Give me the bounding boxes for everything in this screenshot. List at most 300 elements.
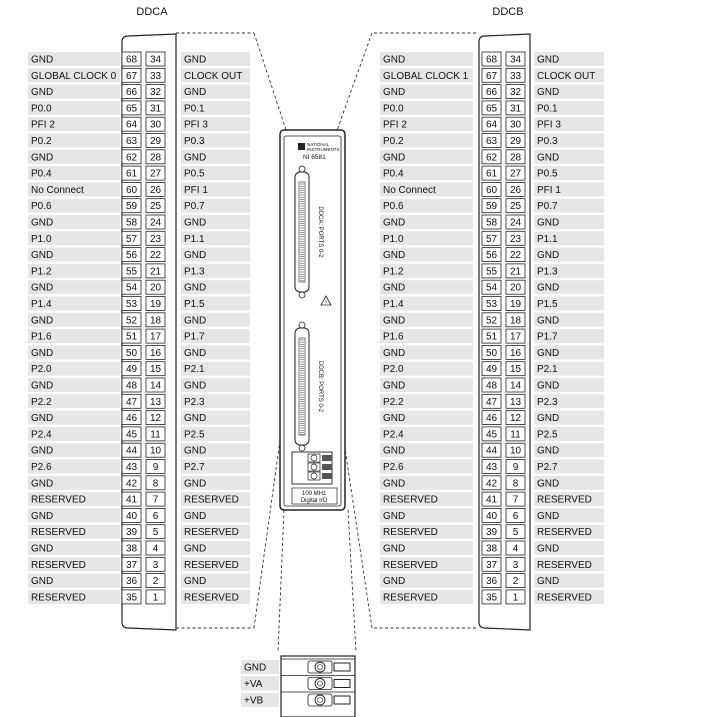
pin-label-left: RESERVED <box>383 592 438 604</box>
pin-label-right: PFI 3 <box>184 119 208 131</box>
pin-number-right: 21 <box>509 266 522 278</box>
pin-number-right: 9 <box>152 462 159 473</box>
pin-label-left: GND <box>31 282 54 294</box>
pin-number-left: 60 <box>125 184 138 196</box>
pin-label-right: GND <box>184 315 207 327</box>
pin-label-right: P0.3 <box>184 136 205 147</box>
pin-number-right: 33 <box>149 70 162 82</box>
pin-number-left: 36 <box>125 576 138 588</box>
pin-number-right: 2 <box>152 576 159 588</box>
pin-number-left: 66 <box>485 87 498 99</box>
pin-number-left: 54 <box>485 282 498 294</box>
ni-logo-icon <box>298 143 305 150</box>
pin-number-left: 53 <box>125 299 138 310</box>
pin-label-right: GND <box>537 576 560 588</box>
pin-number-right: 10 <box>509 445 522 457</box>
pin-label-right: RESERVED <box>184 494 239 506</box>
pin-number-right: 1 <box>152 592 159 604</box>
pin-label-right: GND <box>184 54 207 66</box>
pin-label-right: GND <box>184 282 207 294</box>
pin-label-right: P1.7 <box>184 331 205 343</box>
pin-label-right: GND <box>184 576 207 588</box>
pin-number-right: 18 <box>509 315 522 327</box>
pin-label-right: P0.1 <box>184 103 205 115</box>
pin-label-left: PFI 2 <box>383 119 407 131</box>
pin-number-right: 6 <box>152 510 159 522</box>
pin-number-left: 42 <box>125 478 138 490</box>
power-connector <box>241 656 355 717</box>
pin-label-left: P1.6 <box>383 331 404 343</box>
pin-number-right: 26 <box>509 184 522 196</box>
connector-ddca <box>28 6 250 630</box>
power-wire-clamp <box>334 663 350 671</box>
pin-number-left: 49 <box>125 364 138 376</box>
pin-label-right: GND <box>537 282 560 294</box>
pin-number-left: 55 <box>125 266 138 278</box>
pin-number-right: 32 <box>149 87 162 99</box>
pin-number-right: 1 <box>512 592 519 604</box>
pin-label-right: GND <box>184 543 207 555</box>
pin-number-left: 61 <box>485 168 498 180</box>
pin-number-right: 20 <box>149 282 162 294</box>
pin-label-right: GND <box>184 87 207 99</box>
pin-label-right: RESERVED <box>537 527 592 539</box>
pin-number-left: 48 <box>485 380 498 392</box>
pin-number-left: 39 <box>125 527 138 539</box>
pin-label-right: PFI 1 <box>184 184 208 196</box>
pin-number-left: 58 <box>125 217 138 229</box>
jackscrew-icon <box>299 445 305 451</box>
pin-number-right: 25 <box>509 201 522 213</box>
pin-label-right: RESERVED <box>537 592 592 604</box>
pin-label-right: GND <box>537 315 560 327</box>
pin-label-right: CLOCK OUT <box>184 70 243 82</box>
pin-number-left: 37 <box>485 559 498 571</box>
pin-label-left: RESERVED <box>383 559 438 571</box>
pin-label-left: GND <box>31 543 54 555</box>
pin-label-right: GND <box>537 380 560 392</box>
pin-label-left: GLOBAL CLOCK 0 <box>31 70 117 82</box>
pin-number-right: 21 <box>149 266 162 278</box>
pin-number-left: 35 <box>485 592 498 604</box>
jackscrew-icon <box>299 292 305 298</box>
pin-label-right: P1.1 <box>537 233 558 245</box>
pin-number-left: 56 <box>125 250 138 262</box>
speed-line-2: Digital I/O <box>300 498 328 504</box>
pin-label-right: GND <box>537 478 560 490</box>
pin-label-left: P1.6 <box>31 331 52 343</box>
pin-label-right: GND <box>537 510 560 522</box>
pin-label-left: No Connect <box>383 184 436 196</box>
pin-label-right: GND <box>184 445 207 457</box>
pin-number-right: 17 <box>149 331 162 343</box>
pin-number-left: 59 <box>485 201 498 213</box>
pin-number-right: 30 <box>509 119 522 131</box>
pin-number-right: 19 <box>509 299 522 310</box>
connector-ddcb <box>380 6 604 630</box>
pin-label-right: P2.3 <box>184 396 205 408</box>
pin-number-left: 47 <box>485 396 498 408</box>
pin-label-left: P0.4 <box>31 168 52 180</box>
pin-label-right: P2.3 <box>537 396 558 408</box>
pin-label-left: GND <box>31 87 54 99</box>
pin-number-left: 68 <box>125 54 138 66</box>
pin-number-right: 12 <box>149 413 162 425</box>
pin-label-right: P1.3 <box>537 266 558 278</box>
pin-label-left: P1.0 <box>31 233 52 245</box>
pin-number-right: 31 <box>509 103 522 115</box>
pin-label-left: GND <box>31 576 54 588</box>
pin-number-right: 29 <box>509 136 522 147</box>
pin-label-left: P0.2 <box>31 136 52 147</box>
pin-label-left: GND <box>383 250 406 262</box>
pin-number-right: 11 <box>150 429 161 441</box>
pin-label-right: P2.5 <box>537 429 558 441</box>
pin-label-left: P0.2 <box>383 136 404 147</box>
pin-label-right: CLOCK OUT <box>537 70 596 82</box>
power-wire-clamp <box>334 696 350 704</box>
pin-label-right: PFI 1 <box>537 184 561 196</box>
pin-number-right: 19 <box>149 299 162 310</box>
pin-number-left: 63 <box>125 136 138 147</box>
pin-label-left: GND <box>383 54 406 66</box>
pin-number-left: 41 <box>125 494 138 506</box>
pin-label-left: P2.4 <box>383 429 404 441</box>
connector-title: DDCA <box>136 6 168 18</box>
pin-number-right: 17 <box>509 331 522 343</box>
speed-line-1: 100 MHz <box>301 491 327 497</box>
pin-label-right: RESERVED <box>184 559 239 571</box>
pin-number-right: 14 <box>509 380 522 392</box>
pin-label-right: GND <box>537 543 560 555</box>
pin-label-left: P1.4 <box>31 299 52 310</box>
pin-number-left: 64 <box>125 119 138 131</box>
pin-number-left: 60 <box>485 184 498 196</box>
pin-label-left: RESERVED <box>383 494 438 506</box>
power-label: +VB <box>244 695 264 707</box>
pin-number-left: 67 <box>485 70 498 82</box>
pin-label-left: GND <box>383 478 406 490</box>
pin-label-left: RESERVED <box>31 559 86 571</box>
pin-label-left: RESERVED <box>31 527 86 539</box>
pin-label-left: P2.6 <box>383 462 404 473</box>
pin-label-right: P2.7 <box>537 462 558 473</box>
pin-label-left: GND <box>383 413 406 425</box>
pin-number-left: 35 <box>125 592 138 604</box>
pin-label-left: GND <box>31 347 54 359</box>
pin-number-left: 55 <box>485 266 498 278</box>
pin-number-left: 67 <box>125 70 138 82</box>
pin-number-left: 56 <box>485 250 498 262</box>
pin-number-right: 30 <box>149 119 162 131</box>
pin-number-left: 38 <box>125 543 138 555</box>
pin-number-left: 40 <box>125 510 138 522</box>
pin-number-right: 20 <box>509 282 522 294</box>
pin-number-left: 62 <box>125 152 138 164</box>
pin-label-left: GND <box>31 54 54 66</box>
pin-label-right: GND <box>184 152 207 164</box>
pin-label-left: GND <box>383 445 406 457</box>
pin-label-right: P2.5 <box>184 429 205 441</box>
pin-number-left: 39 <box>485 527 498 539</box>
pin-label-right: GND <box>537 54 560 66</box>
callout-line <box>348 510 356 652</box>
pin-number-right: 13 <box>509 396 522 408</box>
pin-label-right: GND <box>537 413 560 425</box>
pin-number-left: 40 <box>485 510 498 522</box>
pin-label-right: P0.7 <box>184 201 205 213</box>
pin-number-right: 29 <box>149 136 162 147</box>
pin-label-left: GND <box>383 282 406 294</box>
power-wire-clamp <box>334 680 350 688</box>
pin-number-right: 26 <box>149 184 162 196</box>
pin-number-right: 7 <box>152 494 159 506</box>
pin-label-right: GND <box>184 380 207 392</box>
pin-label-left: RESERVED <box>31 592 86 604</box>
pin-label-right: P0.7 <box>537 201 558 213</box>
terminal-screw-icon <box>311 455 317 461</box>
pin-number-left: 51 <box>125 331 138 343</box>
pin-label-right: P0.5 <box>537 168 558 180</box>
terminal-screw-icon <box>311 473 317 479</box>
pin-number-left: 48 <box>125 380 138 392</box>
pin-number-left: 47 <box>125 396 138 408</box>
pin-label-right: P2.1 <box>537 364 558 376</box>
pin-number-right: 34 <box>509 54 522 66</box>
pin-number-left: 52 <box>125 315 138 327</box>
pin-label-left: GND <box>383 152 406 164</box>
pin-label-left: GND <box>383 347 406 359</box>
pin-number-left: 58 <box>485 217 498 229</box>
pin-label-left: P0.6 <box>383 201 404 213</box>
pin-label-left: GND <box>31 413 54 425</box>
pin-label-right: RESERVED <box>537 494 592 506</box>
power-screw-icon <box>315 679 325 689</box>
pin-label-left: No Connect <box>31 184 84 196</box>
pin-number-right: 6 <box>512 510 519 522</box>
jackscrew-icon <box>299 322 305 328</box>
pin-label-left: P2.2 <box>31 396 52 408</box>
pin-number-left: 64 <box>485 119 498 131</box>
pin-number-left: 43 <box>125 462 138 473</box>
pin-number-right: 22 <box>149 250 162 262</box>
pin-number-left: 63 <box>485 136 498 147</box>
pin-number-left: 50 <box>125 347 138 359</box>
pin-label-left: GND <box>383 510 406 522</box>
pin-number-right: 16 <box>149 347 162 359</box>
pin-number-right: 4 <box>152 543 159 555</box>
pin-label-left: GND <box>31 510 54 522</box>
pin-number-right: 8 <box>512 478 519 490</box>
pin-label-right: GND <box>184 510 207 522</box>
pin-number-right: 8 <box>152 478 159 490</box>
pin-number-left: 42 <box>485 478 498 490</box>
pin-number-right: 33 <box>509 70 522 82</box>
pin-number-left: 44 <box>485 445 498 457</box>
pin-number-right: 28 <box>149 152 162 164</box>
pin-number-left: 51 <box>485 331 498 343</box>
pin-label-right: P1.5 <box>184 299 205 310</box>
ddca-port-label: DDCA: PORTS 0-2 <box>317 206 323 258</box>
pin-number-right: 10 <box>149 445 162 457</box>
pin-number-right: 27 <box>509 168 522 180</box>
pin-label-left: P2.0 <box>383 364 404 376</box>
connector-title: DDCB <box>492 6 524 18</box>
pin-label-left: P2.0 <box>31 364 52 376</box>
power-screw-icon <box>315 662 325 672</box>
pin-number-right: 23 <box>509 233 522 245</box>
pin-number-left: 37 <box>125 559 138 571</box>
pin-label-right: P1.1 <box>184 233 205 245</box>
pin-number-right: 15 <box>149 364 162 376</box>
pin-label-left: RESERVED <box>383 527 438 539</box>
pin-label-left: GND <box>31 315 54 327</box>
pin-label-right: P1.7 <box>537 331 558 343</box>
device-model: NI 6581 <box>303 154 326 161</box>
pin-label-right: GND <box>537 445 560 457</box>
pin-number-left: 61 <box>125 168 138 180</box>
pin-label-right: P1.3 <box>184 266 205 278</box>
warning-mark: ! <box>325 300 327 306</box>
pin-number-right: 16 <box>509 347 522 359</box>
pin-label-right: PFI 3 <box>537 119 561 131</box>
pin-label-right: P0.1 <box>537 103 558 115</box>
pin-number-right: 23 <box>149 233 162 245</box>
pin-label-left: GND <box>383 576 406 588</box>
pin-number-right: 27 <box>149 168 162 180</box>
pin-number-right: 2 <box>512 576 519 588</box>
pin-label-left: GND <box>31 217 54 229</box>
pin-number-left: 66 <box>125 87 138 99</box>
ddcb-port-slot <box>299 338 305 435</box>
pin-number-right: 3 <box>512 559 519 571</box>
pin-label-left: P0.0 <box>383 103 404 115</box>
pin-number-left: 65 <box>125 103 138 115</box>
pin-label-right: RESERVED <box>184 592 239 604</box>
pin-label-left: GND <box>31 152 54 164</box>
pin-number-right: 25 <box>149 201 162 213</box>
pin-number-left: 53 <box>485 299 498 310</box>
pin-number-right: 34 <box>149 54 162 66</box>
pin-label-right: P0.5 <box>184 168 205 180</box>
pin-number-right: 5 <box>152 527 159 539</box>
pin-number-left: 46 <box>485 413 498 425</box>
brand-line-1: NATIONAL <box>307 142 330 147</box>
pin-label-right: P0.3 <box>537 136 558 147</box>
pin-label-right: GND <box>184 250 207 262</box>
pin-number-right: 24 <box>149 217 162 229</box>
pin-label-left: RESERVED <box>31 494 86 506</box>
pin-number-right: 31 <box>149 103 162 115</box>
pin-label-left: P1.2 <box>31 266 52 278</box>
ddcb-port-label: DDCB: PORTS 0-2 <box>317 360 323 413</box>
pin-number-right: 4 <box>512 543 519 555</box>
ni-6581-device <box>280 130 345 510</box>
pin-number-right: 13 <box>149 396 162 408</box>
pin-label-right: GND <box>537 347 560 359</box>
pin-number-left: 62 <box>485 152 498 164</box>
pin-number-right: 14 <box>149 380 162 392</box>
pin-label-left: GND <box>31 478 54 490</box>
pin-number-left: 38 <box>485 543 498 555</box>
pin-label-left: P2.6 <box>31 462 52 473</box>
pin-label-left: GND <box>31 445 54 457</box>
terminal-wire <box>322 464 332 470</box>
terminal-wire <box>322 455 332 461</box>
pin-label-left: P1.0 <box>383 233 404 245</box>
pin-number-right: 11 <box>510 429 521 441</box>
pin-label-left: P0.4 <box>383 168 404 180</box>
pin-number-left: 36 <box>485 576 498 588</box>
pin-number-left: 44 <box>125 445 138 457</box>
pin-label-right: GND <box>184 413 207 425</box>
pin-number-right: 32 <box>509 87 522 99</box>
pin-label-left: P2.4 <box>31 429 52 441</box>
pin-label-left: GND <box>31 380 54 392</box>
pin-label-left: GND <box>383 380 406 392</box>
pin-label-right: P2.1 <box>184 364 205 376</box>
pin-label-left: P2.2 <box>383 396 404 408</box>
pin-number-right: 24 <box>509 217 522 229</box>
pin-number-right: 18 <box>149 315 162 327</box>
pin-number-left: 43 <box>485 462 498 473</box>
pin-number-left: 52 <box>485 315 498 327</box>
terminal-wire <box>322 473 332 479</box>
power-label: GND <box>244 662 267 674</box>
pin-label-left: P0.6 <box>31 201 52 213</box>
pin-label-right: GND <box>537 250 560 262</box>
pin-label-right: GND <box>537 217 560 229</box>
pin-label-right: GND <box>184 347 207 359</box>
pin-number-right: 5 <box>512 527 519 539</box>
pin-label-left: GLOBAL CLOCK 1 <box>383 70 469 82</box>
terminal-screw-icon <box>311 464 317 470</box>
power-label: +VA <box>244 679 263 690</box>
pin-number-left: 54 <box>125 282 138 294</box>
pin-number-left: 57 <box>485 233 498 245</box>
pin-number-right: 3 <box>152 559 159 571</box>
pin-number-left: 45 <box>125 429 138 441</box>
pin-number-left: 49 <box>485 364 498 376</box>
pin-label-left: GND <box>383 217 406 229</box>
pin-number-left: 57 <box>125 233 138 245</box>
pin-number-right: 22 <box>509 250 522 262</box>
pin-number-right: 28 <box>509 152 522 164</box>
pin-number-left: 59 <box>125 201 138 213</box>
pin-label-left: P1.2 <box>383 266 404 278</box>
pin-number-left: 68 <box>485 54 498 66</box>
pin-number-left: 50 <box>485 347 498 359</box>
pin-number-right: 12 <box>509 413 522 425</box>
pin-label-left: GND <box>383 543 406 555</box>
pin-label-right: GND <box>537 87 560 99</box>
pin-number-right: 9 <box>512 462 519 473</box>
pin-number-left: 65 <box>485 103 498 115</box>
pin-number-right: 7 <box>512 494 519 506</box>
pin-label-right: GND <box>184 478 207 490</box>
pin-label-right: GND <box>537 152 560 164</box>
pin-label-left: GND <box>31 250 54 262</box>
power-screw-icon <box>315 695 325 705</box>
callout-line <box>278 510 284 652</box>
pin-label-right: RESERVED <box>184 527 239 539</box>
pin-number-left: 41 <box>485 494 498 506</box>
jackscrew-icon <box>299 166 305 172</box>
pin-label-left: PFI 2 <box>31 119 55 131</box>
pin-label-right: P2.7 <box>184 462 205 473</box>
pin-label-left: P0.0 <box>31 103 52 115</box>
pin-number-left: 46 <box>125 413 138 425</box>
